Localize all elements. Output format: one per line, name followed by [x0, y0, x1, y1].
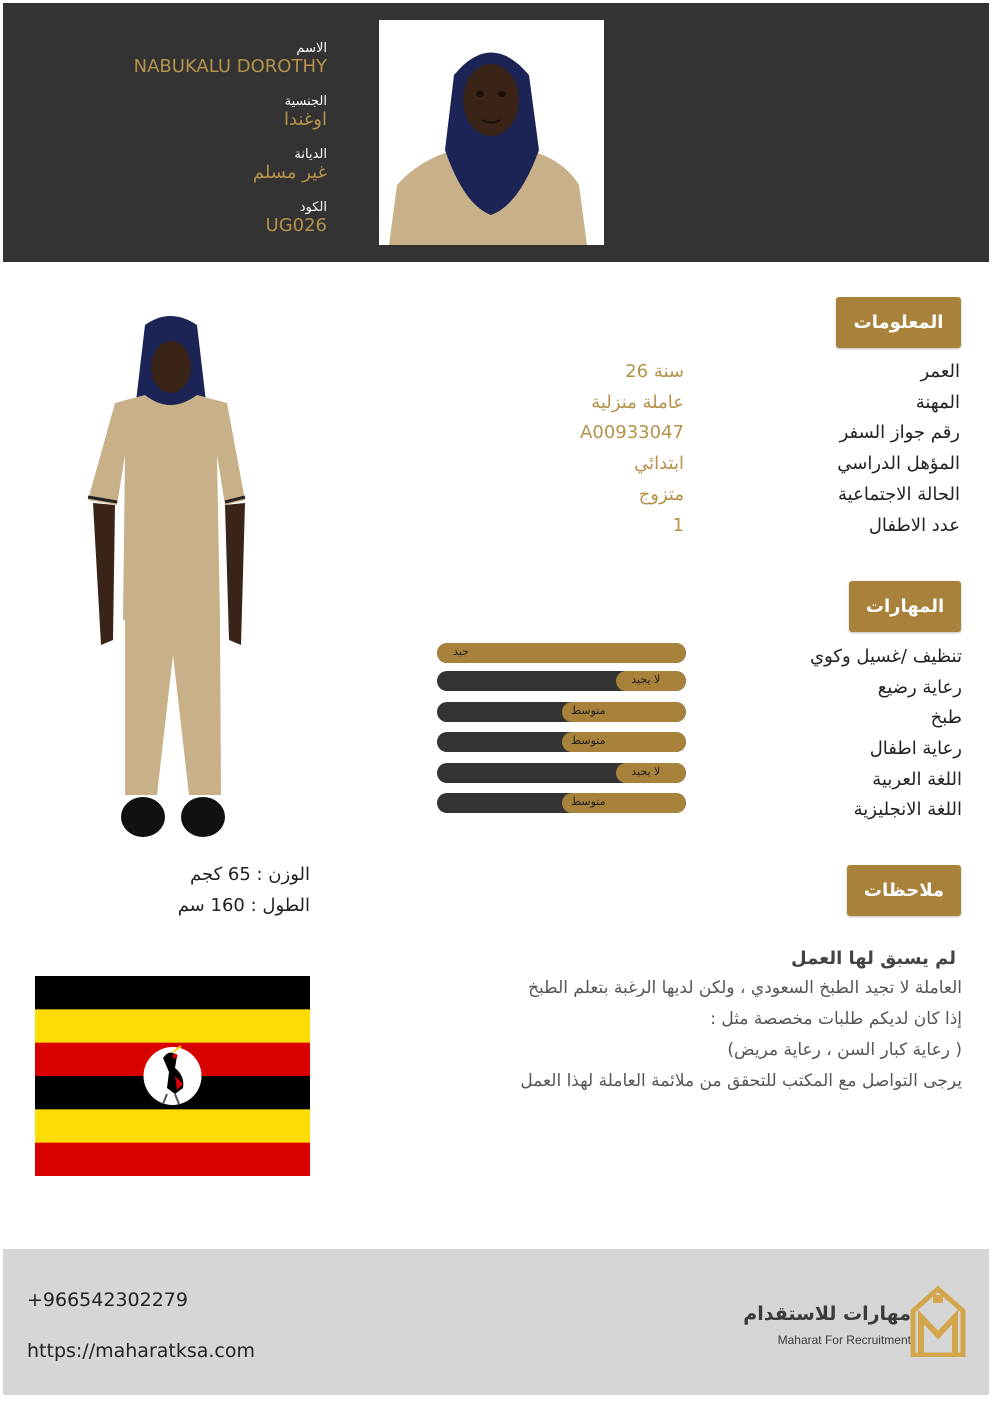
footer [3, 1249, 989, 1395]
note-line: ( رعاية كبار السن ، رعاية مريض) [727, 1040, 962, 1060]
skill-label-english: اللغة الانجليزية [853, 799, 962, 820]
info-row-profession [420, 392, 960, 420]
notes-section-title: ملاحظات [847, 865, 961, 916]
profession-value: عاملة منزلية [591, 392, 684, 413]
marital-label: الحالة الاجتماعية [838, 484, 960, 505]
uganda-flag [35, 976, 310, 1176]
house-logo-icon [909, 1285, 967, 1357]
note-line: إذا كان لديكم طلبات مخصصة مثل : [710, 1009, 962, 1029]
nationality-block [284, 94, 327, 130]
company-logo [743, 1285, 973, 1361]
skill-bar [437, 671, 686, 691]
skill-label-cooking: طبخ [930, 707, 962, 728]
flag-stripe [35, 1143, 310, 1176]
religion-value: غير مسلم [252, 162, 327, 183]
flag-stripe [35, 1109, 310, 1143]
age-label: العمر [920, 361, 960, 382]
info-row-marital [420, 484, 960, 512]
notes-heading: لم يسبق لها العمل [791, 948, 956, 969]
nationality-label: الجنسية [284, 94, 327, 109]
passport-value: A00933047 [580, 422, 684, 443]
education-label: المؤهل الدراسي [837, 453, 960, 474]
info-row-children [420, 515, 960, 543]
skill-bar [437, 763, 686, 783]
note-line: العاملة لا تجيد الطبخ السعودي ، ولكن لديها الرغبة بتعلم الطبخ [528, 978, 962, 998]
info-row-passport [420, 422, 960, 450]
skill-level-text: لا يجيد [631, 673, 661, 686]
skill-level-text: لا يجيد [631, 765, 661, 778]
portrait-photo [379, 20, 604, 245]
name-label: الاسم [296, 41, 327, 56]
passport-label: رقم جواز السفر [839, 422, 960, 443]
skill-bar [437, 643, 686, 663]
website-link[interactable]: https://maharatksa.com [27, 1340, 256, 1362]
name-value: NABUKALU DOROTHY [133, 56, 327, 77]
weight-text: الوزن : 65 كجم [190, 864, 310, 885]
flag-stripe [35, 976, 310, 1010]
skill-label-childcare: رعاية اطفال [869, 738, 962, 759]
children-label: عدد الاطفال [868, 515, 960, 536]
name-block [134, 41, 327, 77]
skill-label-arabic: اللغة العربية [872, 769, 962, 790]
skill-bar [437, 793, 686, 813]
skills-section-title: المهارات [849, 581, 961, 632]
education-value: ابتدائي [634, 453, 684, 474]
skill-label-infant-care: رعاية رضيع [877, 677, 962, 698]
logo-arabic-text: مهارات للاستقدام [743, 1303, 911, 1325]
skill-level-text: متوسط [570, 734, 606, 747]
logo-english-text: Maharat For Recruitment [777, 1333, 911, 1347]
profession-label: المهنة [915, 392, 960, 413]
height-text: الطول : 160 سم [177, 895, 310, 916]
code-block [266, 200, 327, 236]
skill-level-text: جيد [453, 645, 469, 658]
code-value: UG026 [265, 215, 327, 236]
skill-bar-fill [437, 643, 686, 663]
nationality-value: اوغندا [284, 109, 327, 130]
skill-level-text: متوسط [570, 704, 606, 717]
info-row-education [420, 453, 960, 481]
info-row-age [420, 361, 960, 389]
religion-label: الديانة [294, 147, 327, 162]
full-body-photo [85, 315, 255, 845]
notes-block [402, 948, 962, 1097]
skill-bar [437, 732, 686, 752]
code-label: الكود [299, 200, 327, 215]
flag-stripe [35, 1009, 310, 1043]
skill-label-cleaning: تنظيف /غسيل وكوي [810, 646, 962, 667]
marital-value: متزوج [638, 484, 684, 505]
religion-block [253, 147, 327, 183]
children-value: 1 [672, 515, 684, 536]
note-line: يرجى التواصل مع المكتب للتحقق من ملائمة العاملة لهذا العمل [520, 1071, 962, 1091]
age-value: 26 سنة [625, 361, 684, 382]
skill-bar [437, 702, 686, 722]
phone-number: +966542302279 [27, 1289, 188, 1311]
skill-level-text: متوسط [570, 795, 606, 808]
info-section-title: المعلومات [836, 297, 961, 348]
